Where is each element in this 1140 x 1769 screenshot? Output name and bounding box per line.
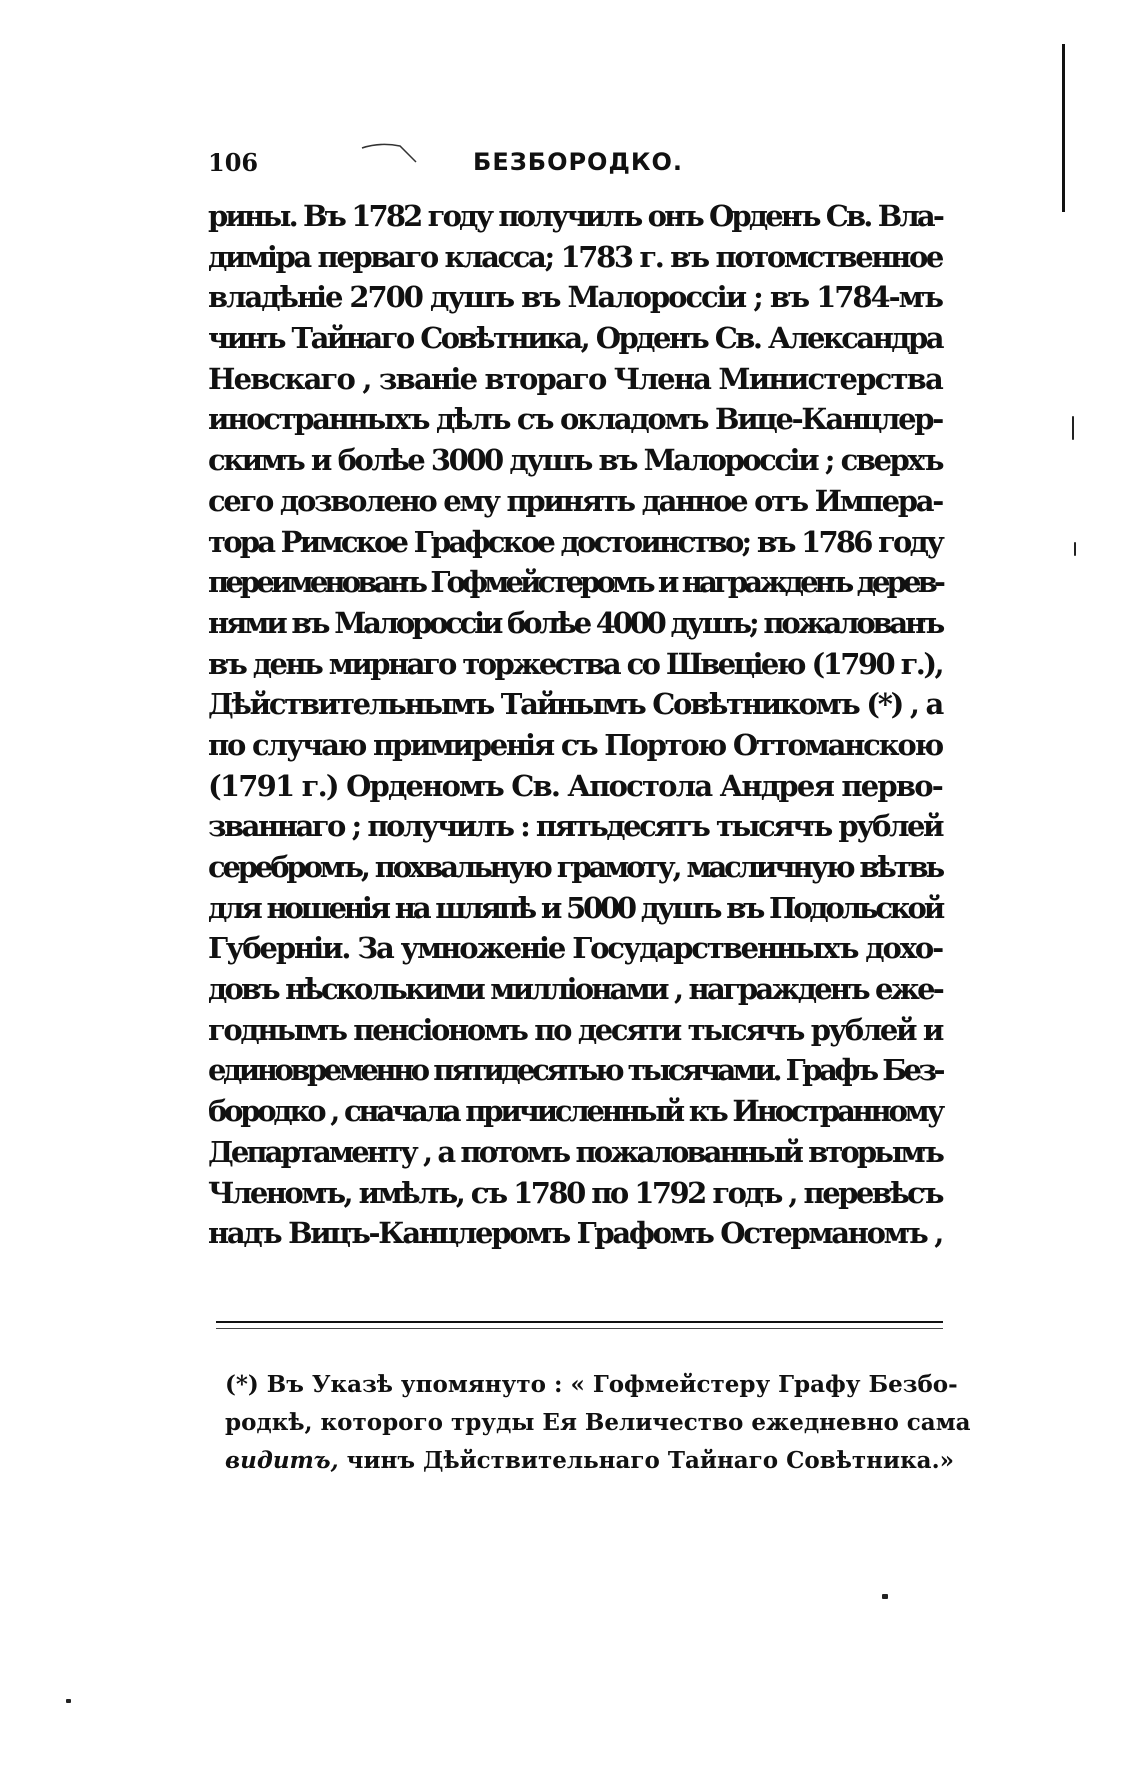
footnote-line: (*) Въ Указѣ упомянуто : « Гофмейстеру Графу Безбо- — [225, 1371, 958, 1398]
body-text — [208, 196, 942, 1254]
body-line: владѣніе 2700 душъ въ Малороссіи ; въ 1784-мъ — [208, 280, 942, 315]
scan-speck — [66, 1699, 71, 1703]
body-line: нями въ Малороссіи болѣе 4000 душъ; пожалованъ — [208, 605, 942, 640]
body-line: Департаменту , а потомъ пожалованный вторымъ — [208, 1134, 942, 1169]
body-line: годнымъ пенсіономъ по десяти тысячъ рублей и — [208, 1012, 943, 1047]
scan-speck — [1074, 542, 1076, 556]
body-line: единовременно пятидесятью тысячами. Графъ Без- — [208, 1053, 942, 1088]
body-line: диміра перваго класса; 1783 г. въ потомственное — [208, 239, 942, 274]
footnote-italic-word: видитъ, — [225, 1447, 339, 1474]
body-line: рины. Въ 1782 году получилъ онъ Орденъ Св. Вла- — [208, 199, 942, 233]
footnote-line — [225, 1442, 954, 1480]
body-line: серебромъ, похвальную грамоту, масличную вѣтвь — [208, 850, 942, 884]
body-line: скимъ и болѣе 3000 душъ въ Малороссіи ; сверхъ — [208, 443, 942, 478]
body-line: по случаю примиренія съ Портою Оттоманскою — [208, 727, 942, 762]
body-line: сего дозволено ему принять данное отъ Импера- — [208, 483, 942, 518]
footnote-line: родкѣ, которого труды Ея Величество ежедневно сама — [225, 1409, 971, 1436]
body-line: Членомъ, имѣлъ, съ 1780 по 1792 годъ , перевѣсъ — [208, 1175, 942, 1210]
footnote — [225, 1366, 971, 1480]
page-header — [208, 148, 942, 184]
footnote-rule-thin — [216, 1328, 943, 1329]
scan-edge-line — [1062, 44, 1065, 212]
body-line: переименованъ Гофмейстеромъ и награжденъ дерев- — [208, 565, 942, 600]
body-line: тора Римское Графское достоинство; въ 1786 году — [208, 524, 942, 559]
body-line: Невскаго , званіе втораго Члена Министерства — [208, 361, 942, 396]
footnote-line-rest: чинъ Дѣйствительнаго Тайнаго Совѣтника.» — [338, 1447, 954, 1474]
body-line: довъ нѣсколькими милліонами , награжденъ еже- — [208, 972, 942, 1007]
body-line: Губерніи. За умноженіе Государственныхъ дохо- — [208, 931, 942, 966]
body-line: иностранныхъ дѣлъ съ окладомъ Вице-Канцлер- — [208, 402, 942, 437]
body-line: бородко , сначала причисленный къ Иностранному — [208, 1094, 942, 1129]
running-head: БЕЗБОРОДКО. — [473, 148, 683, 176]
body-line: въ день мирнаго торжества со Швеціею (1790 г.), — [208, 646, 942, 681]
body-line: (1791 г.) Орденомъ Св. Апостола Андрея перво- — [208, 768, 942, 803]
scan-speck — [1072, 416, 1074, 440]
page-number: 106 — [208, 148, 259, 177]
header-stray-mark — [360, 142, 418, 166]
footnote-rule — [216, 1321, 943, 1323]
scan-speck — [882, 1594, 888, 1599]
body-line: надъ Вицъ-Канцлеромъ Графомъ Остерманомъ , — [208, 1216, 942, 1251]
body-line: для ношенія на шляпѣ и 5000 душъ въ Подольской — [208, 890, 942, 925]
body-line: званнаго ; получилъ : пятьдесятъ тысячъ рублей — [208, 809, 942, 844]
body-line: чинъ Тайнаго Совѣтника, Орденъ Св. Александра — [208, 321, 942, 356]
body-line: Дѣйствительнымъ Тайнымъ Совѣтникомъ (*) , а — [208, 687, 942, 722]
